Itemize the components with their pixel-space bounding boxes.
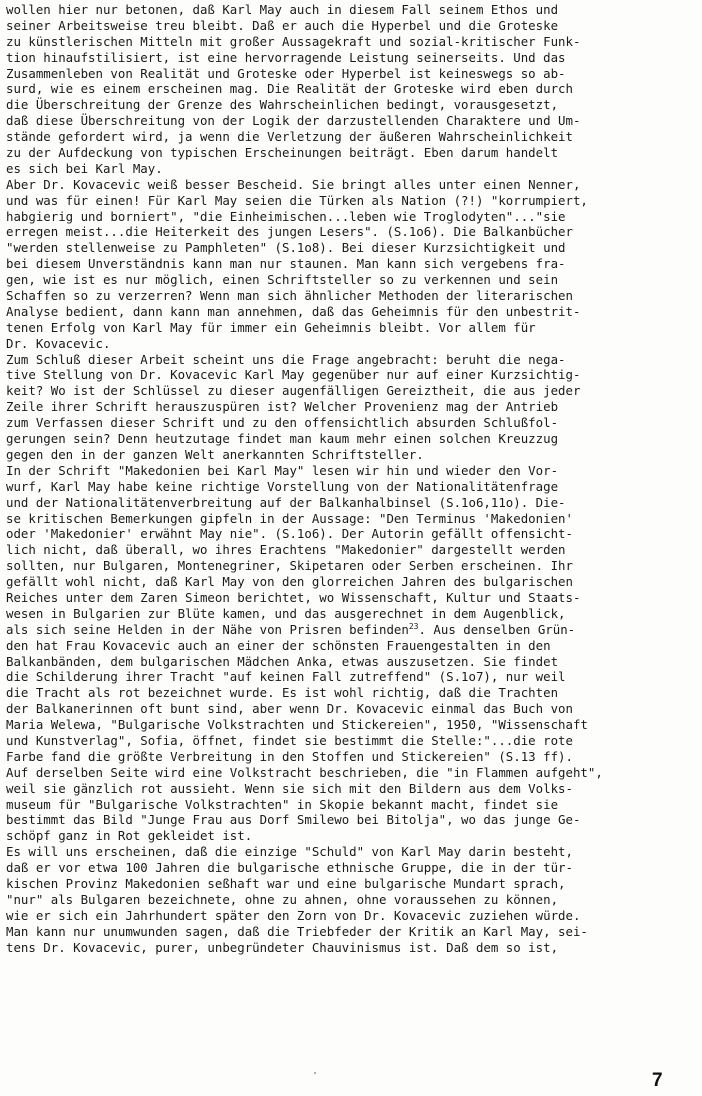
text-line: tion hinaufstilisiert, ist eine hervorragende Leistung seinerseits. Und das xyxy=(6,49,566,65)
text-line: die Schilderung ihrer Tracht "auf keinen Fall zutreffend" (S.1o7), nur weil xyxy=(6,669,566,685)
text-line: Zusammenleben von Realität und Groteske oder Hyperbel ist keineswegs so ab- xyxy=(6,65,566,81)
text-line: daß er vor etwa 100 Jahren die bulgarische ethnische Gruppe, die in der tür- xyxy=(6,860,573,876)
text-line: sollten, nur Bulgaren, Montenegriner, Skipetaren oder Serben erscheinen. Ihr xyxy=(6,558,573,574)
text-line: "werden stellenweise zu Pamphleten" (S.1o8). Bei dieser Kurzsichtigkeit und xyxy=(6,240,566,256)
text-line: gen, wie ist es nur möglich, einen Schriftsteller so zu verkennen und sein xyxy=(6,272,559,288)
text-line: tenen Erfolg von Karl May für immer ein Geheimnis bleibt. Vor allem für xyxy=(6,319,536,335)
text-line: Zeile ihrer Schrift herauszuspüren ist? Welcher Provenienz mag der Antrieb xyxy=(6,399,559,415)
text-line: surd, wie es einem erscheinen mag. Die Realität der Groteske wird eben durch xyxy=(6,81,573,97)
scan-speck xyxy=(314,1072,316,1074)
text-line: Auf derselben Seite wird eine Volkstracht beschrieben, die "in Flammen aufgeht", xyxy=(6,764,603,780)
footnote-reference[interactable]: 23 xyxy=(408,621,419,631)
text-line: wurf, Karl May habe keine richtige Vorstellung von der Nationalitätenfrage xyxy=(6,478,559,494)
text-line: Es will uns erscheinen, daß die einzige "Schuld" von Karl May darin besteht, xyxy=(6,844,573,860)
text-line: zu künstlerischen Mitteln mit großer Aussagekraft und sozial-kritischer Funk- xyxy=(6,33,581,49)
text-line: Maria Welewa, "Bulgarische Volkstrachten und Stickereien", 1950, "Wissenschaft xyxy=(6,717,588,733)
text-line: museum für "Bulgarische Volkstrachten" in Skopie bekannt macht, findet sie xyxy=(6,796,559,812)
text-line: tive Stellung von Dr. Kovacevic Karl May gegenüber nur auf einer Kurzsichtig- xyxy=(6,367,581,383)
text-line: zu der Aufdeckung von typischen Erscheinungen beiträgt. Eben darum handelt xyxy=(6,145,559,161)
text-line: bestimmt das Bild "Junge Frau aus Dorf Smilewo bei Bitolja", wo das junge Ge- xyxy=(6,812,581,828)
text-line: Analyse bedient, dann kann man annehmen, daß das Geheimnis für den unbestrit- xyxy=(6,303,581,319)
text-line: "nur" als Bulgaren bezeichnete, ohne zu ahnen, ohne voraussehen zu können, xyxy=(6,891,559,907)
text-line: gefällt wohl nicht, daß Karl May von den glorreichen Jahren des bulgarischen xyxy=(6,574,573,590)
text-line: wie er sich ein Jahrhundert später den Zorn von Dr. Kovacevic zuziehen würde. xyxy=(6,907,581,923)
text-line: Schaffen so zu verzerren? Wenn man sich ähnlicher Methoden der literarischen xyxy=(6,288,573,304)
text-line: gerungen sein? Denn heutzutage findet man kaum mehr einen solchen Kreuzzug xyxy=(6,431,559,447)
text-line: lich nicht, daß überall, wo ihres Erachtens "Makedonier" dargestellt werden xyxy=(6,542,566,558)
text-line: habgierig und borniert", "die Einheimischen...leben wie Troglodyten"..."sie xyxy=(6,208,566,224)
text-line: daß diese Überschreitung von der Logik der darzustellenden Charaktere und Um- xyxy=(6,113,581,129)
text-line: stände gefordert wird, ja wenn die Verletzung der äußeren Wahrscheinlichkeit xyxy=(6,129,573,145)
text-line: Reiches unter dem Zaren Simeon berichtet, wo Wissenschaft, Kultur und Staats- xyxy=(6,589,581,605)
text-line: erregen meist...die Heiterkeit des jungen Lesers". (S.1o6). Die Balkanbücher xyxy=(6,224,573,240)
text-line: bei diesem Unverständnis kann man nur staunen. Man kann sich vergebens fra- xyxy=(6,256,566,272)
text-segment: als sich seine Helden in der Nähe von Prisren befinden xyxy=(6,621,409,637)
text-line: Zum Schluß dieser Arbeit scheint uns die Frage angebracht: beruht die nega- xyxy=(6,351,566,367)
text-line: Aber Dr. Kovacevic weiß besser Bescheid. Sie bringt alles unter einen Nenner, xyxy=(6,176,581,192)
text-line: keit? Wo ist der Schlüssel zu dieser augenfälligen Gereiztheit, die aus jeder xyxy=(6,383,581,399)
text-line: weil sie gänzlich rot aussieht. Wenn sie sich mit den Bildern aus dem Volks- xyxy=(6,780,573,796)
text-line: Farbe fand die größte Verbreitung in den Stoffen und Stickereien" (S.13 ff). xyxy=(6,748,573,764)
text-line: gegen den in der ganzen Welt anerkannten Schriftsteller. xyxy=(6,446,424,462)
text-line: se kritischen Bemerkungen gipfeln in der Aussage: "Den Terminus 'Makedonien' xyxy=(6,510,573,526)
text-line: und was für einen! Für Karl May seien die Türken als Nation (?!) "korrumpiert, xyxy=(6,192,588,208)
text-segment: . Aus denselben Grün- xyxy=(418,621,576,637)
text-line: es sich bei Karl May. xyxy=(6,160,163,176)
text-line: Dr. Kovacevic. xyxy=(6,335,111,351)
text-line: In der Schrift "Makedonien bei Karl May" lesen wir hin und wieder den Vor- xyxy=(6,462,559,478)
text-line: Balkanbänden, dem bulgarischen Mädchen Anka, etwas auszusetzen. Sie findet xyxy=(6,653,559,669)
text-line-with-footnote xyxy=(6,622,698,638)
text-line: und Kunstverlag", Sofia, öffnet, findet sie bestimmt die Stelle:"...die rote xyxy=(6,732,573,748)
text-line: den hat Frau Kovacevic auch an einer der schönsten Frauengestalten in den xyxy=(6,637,551,653)
text-line: wesen in Bulgarien zur Blüte kamen, und das ausgerechnet in dem Augenblick, xyxy=(6,605,566,621)
text-line: die Überschreitung der Grenze des Wahrscheinlichen bedingt, vorausgesetzt, xyxy=(6,97,559,113)
body-text xyxy=(6,2,698,955)
text-line: seiner Arbeitsweise treu bleibt. Daß er auch die Hyperbel und die Groteske xyxy=(6,17,559,33)
text-line: oder 'Makedonier' erwähnt May nie". (S.1o6). Der Autorin gefällt offensicht- xyxy=(6,526,573,542)
text-line: und der Nationalitätenverbreitung auf der Balkanhalbinsel (S.1o6,11o). Die- xyxy=(6,494,566,510)
text-line: Man kann nur unumwunden sagen, daß die Triebfeder der Kritik an Karl May, sei- xyxy=(6,923,588,939)
text-line: zum Verfassen dieser Schrift und zu den offensichtlich absurden Schlußfol- xyxy=(6,415,559,431)
text-line: der Balkanerinnen oft bunt sind, aber wenn Dr. Kovacevic einmal das Buch von xyxy=(6,701,573,717)
text-line: die Tracht als rot bezeichnet wurde. Es ist wohl richtig, daß die Trachten xyxy=(6,685,559,701)
text-line: wollen hier nur betonen, daß Karl May auch in diesem Fall seinem Ethos und xyxy=(6,2,559,17)
text-line: kischen Provinz Makedonien seßhaft war und eine bulgarische Mundart sprach, xyxy=(6,875,566,891)
text-line: tens Dr. Kovacevic, purer, unbegründeter Chauvinismus ist. Daß dem so ist, xyxy=(6,939,559,955)
text-line: schöpf ganz in Rot gekleidet ist. xyxy=(6,828,253,844)
page-number: 7 xyxy=(652,1070,663,1091)
